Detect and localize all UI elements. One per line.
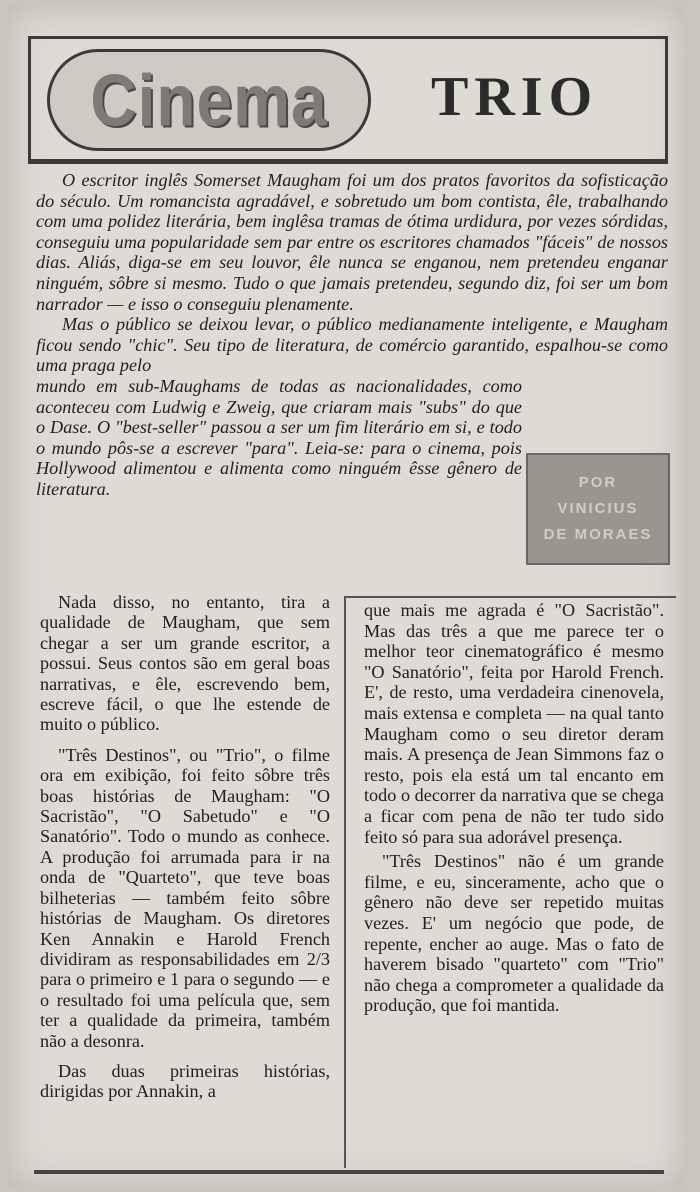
- left-column: [40, 592, 330, 1112]
- article-intro: [36, 170, 668, 500]
- column-header: [28, 36, 668, 164]
- byline-line: DE MORAES: [543, 526, 653, 543]
- section-label: Cinema: [90, 58, 328, 142]
- left-paragraph: "Três Destinos", ou "Trio", o filme ora em exibição, foi feito sôbre três boas histórias de Maugham: "O Sacristão", "O Sabetudo" e "O Sanatório". Todo o mundo as conhece. A produção foi arrumada para ir na onda de "Quarteto", que teve boas bilheterias — também feito sôbre histórias de Maugham. Os diretores Ken Annakin e Harold French dividiram as responsabilidades em 2/3 para o primeiro e 1 para o segundo — e o resultado foi uma película que, sem ter a qualidade da primeira, também não a desonra.: [40, 744, 330, 1051]
- byline-line: POR: [578, 474, 618, 491]
- left-paragraph: Nada disso, no entanto, tira a qualidade de Maugham, que sem chegar a ser um grande escritor, a possui. Seus contos são em geral boas narrativas, e êle, escrevendo bem, escreve fácil, o que lhe estende de muito o público.: [40, 592, 330, 735]
- left-paragraph: Das duas primeiras histórias, dirigidas por Annakin, a: [40, 1060, 330, 1102]
- intro-paragraph-2: Mas o público se deixou levar, o público medianamente inteligente, e Maugham ficou sendo "chic". Seu tipo de literatura, de comércio garantido, espalhou-se como uma praga pelo: [36, 314, 668, 376]
- right-paragraph: que mais me agrada é "O Sacristão". Mas das três a que me parece ter o melhor teor cinematográfico é mesmo "O Sanatório", feita por Harold French. E', de resto, uma verdadeira cinenovela, mais extensa e completa — na qual tanto Maugham como o seu diretor deram mais. A presença de Jean Simmons faz o resto, pois ela está um tal encanto em todo o decorrer da narrativa que se chega a ficar com pena de não ter tudo sido feito só para sua adorável presença.: [364, 600, 664, 847]
- intro-paragraph-1: O escritor inglês Somerset Maugham foi um dos pratos favoritos da sofisticação do século. Um romancista agradável, e sobretudo um bom contista, êle, trabalhando com uma polidez literária, bem inglêsa tramas de ótima urdidura, por vezes sórdidas, conseguiu uma popularidade sem par entre os escritores chamados "fáceis" de nossos dias. Aliás, diga-se em seu louvor, êle nunca se enganou, nem pretendeu enganar ninguém, sôbre si mesmo. Tudo o que jamais pretendeu, segundo diz, foi ser um bom narrador — e isso o conseguiu plenamente.: [36, 170, 668, 314]
- byline-stamp: [526, 453, 670, 565]
- right-paragraph: "Três Destinos" não é um grande filme, e eu, sinceramente, acho que o gênero não deve ser repetido muitas vezes. E' um negócio que pode, de repente, encher ao auge. Mas o fato de haverem bisado "quarteto" com "Trio" não chega a comprometer a qualidade da produção, que foi mantida.: [364, 851, 664, 1016]
- byline-line: VINICIUS: [557, 500, 639, 517]
- section-badge: [47, 49, 371, 151]
- bottom-rule: [34, 1170, 664, 1174]
- intro-paragraph-2-continued: mundo em sub-Maughams de todas as nacionalidades, como aconteceu com Ludwig e Zweig, que criaram mais "subs" do que o Dase. O "best-seller" passou a ser um fim literário em si, e todo o mundo pôs-se a escrever "para". Leia-se: para o cinema, pois Hollywood alimentou e alimenta como ninguém êsse gênero de literatura.: [36, 375, 522, 499]
- right-column: [364, 600, 664, 1020]
- article-title: TRIO: [431, 66, 599, 128]
